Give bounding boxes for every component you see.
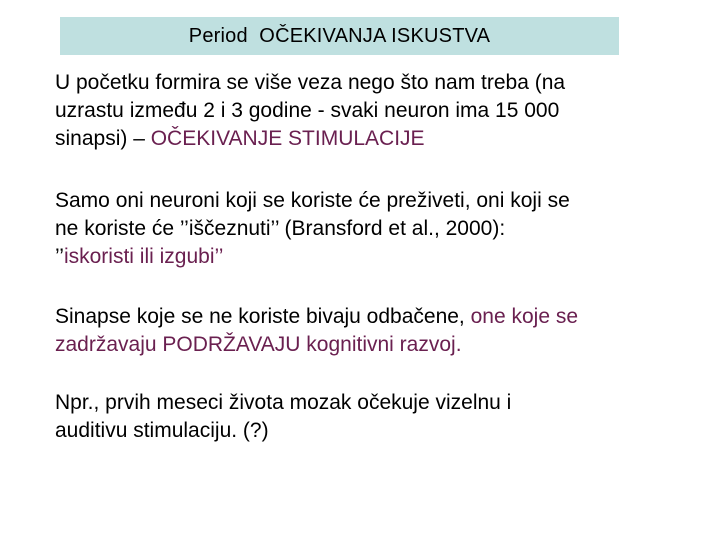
paragraph-2-line-1: Samo oni neuroni koji se koriste će preživeti, oni koji se [55,189,570,212]
slide-title: Period OČEKIVANJA ISKUSTVA [188,24,491,47]
paragraph-3-highlight-2: zadržavaju PODRŽAVAJU kognitivni razvoj. [55,333,462,356]
paragraph-3-highlight-1: one koje se [470,305,579,328]
slide-title-box [60,17,619,55]
paragraph-example-stimulation [55,389,695,445]
paragraph-2-highlight: iskoristi ili izgubi’’ [63,245,224,268]
paragraph-2-line-3: ’’ [55,245,64,268]
paragraph-2-line-2: ne koriste će ’’iščeznuti’’ (Bransford et al., 2000): [55,217,506,240]
paragraph-1-highlight: OČEKIVANJE STIMULACIJE [150,127,425,150]
paragraph-1-line-2: uzrastu između 2 i 3 godine - svaki neuron ima 15 000 [55,99,560,122]
paragraph-4-line-2: auditivu stimulaciju. (?) [55,419,269,442]
paragraph-synapse-overproduction [55,69,695,153]
paragraph-1-line-3: sinapsi) – [55,127,151,150]
paragraph-3-line-1: Sinapse koje se ne koriste bivaju odbačene, [55,305,471,328]
paragraph-use-it-or-lose-it [55,187,695,271]
paragraph-4-line-1: Npr., prvih meseci života mozak očekuje vizelnu i [55,391,512,414]
paragraph-1-line-1: U početku formira se više veza nego što nam treba (na [55,71,566,94]
paragraph-synapse-pruning [55,303,695,359]
